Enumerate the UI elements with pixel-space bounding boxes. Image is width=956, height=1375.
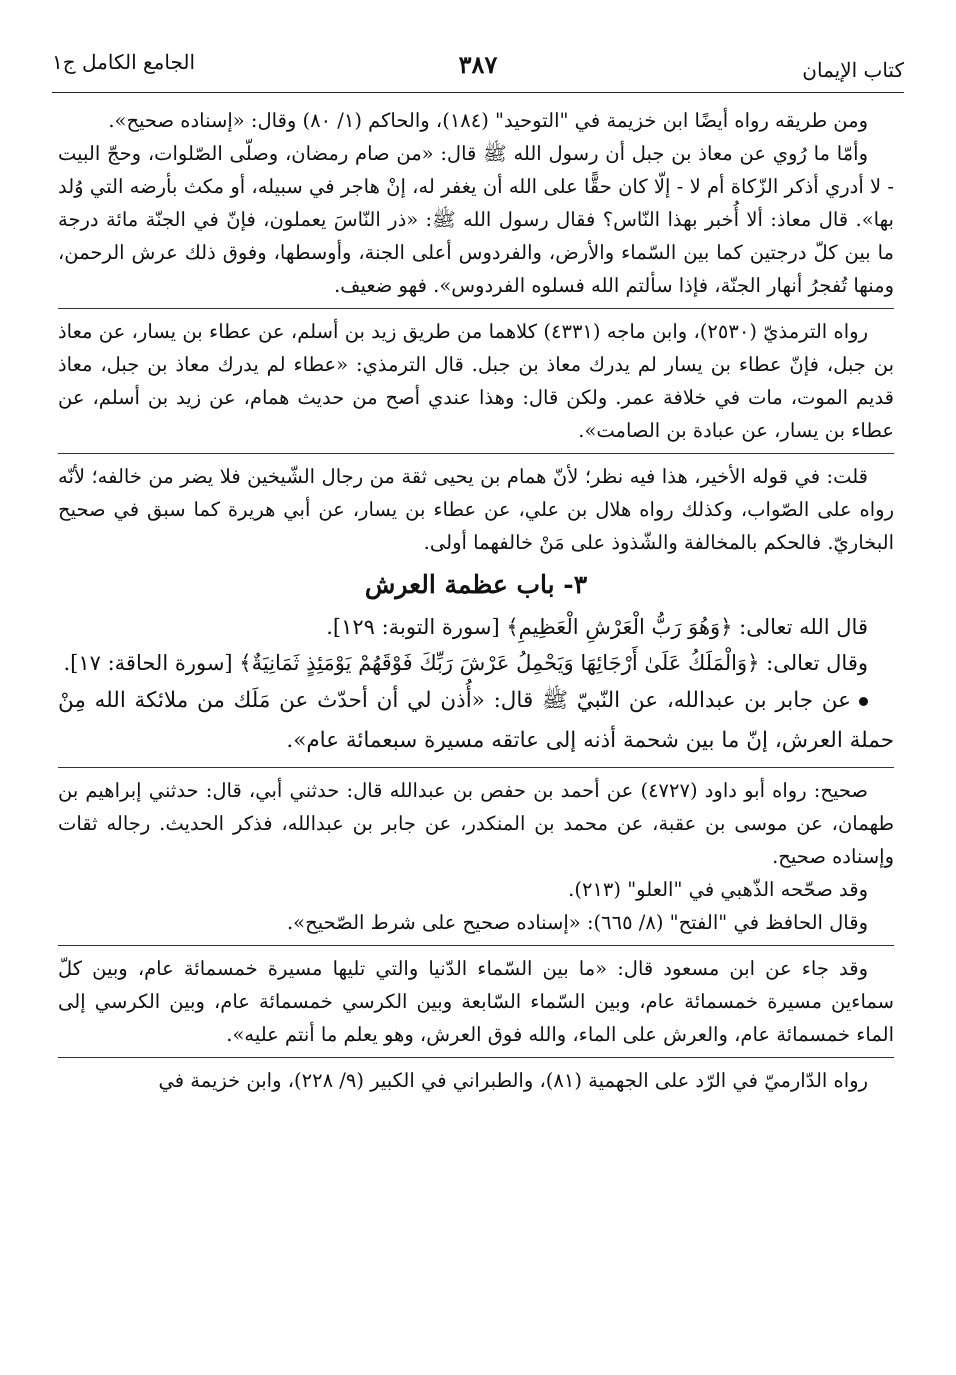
header-rule — [52, 92, 904, 93]
book-title: الجامع الكامل ج١ — [52, 50, 196, 74]
page-body — [58, 104, 894, 1097]
paragraph-divider — [58, 1057, 894, 1058]
book-section-title: كتاب الإيمان — [802, 58, 904, 82]
chapter-title: ٣- باب عظمة العرش — [364, 570, 588, 599]
paragraph: وأمّا ما رُوي عن معاذ بن جبل أن رسول الله ﷺ قال: «من صام رمضان، وصلّى الصّلوات، وحجّ البيت - لا أدري أذكر الزّكاة أم لا - إلّا كان حقًّا على الله أن يغفر له، إنْ هاجر في سبيله، أو مكث بأرضه التي وُلد بها». قال معاذ: ألا أُخبر بهذا النّاس؟ فقال رسول الله ﷺ: «ذر النّاسَ يعملون، فإنّ في الجنّة مائة درجة ما بين كلّ درجتين كما بين السّماء والأرض، والفردوس أعلى الجنة، وأوسطها، وفوق ذلك عرش الرحمن، ومنها تُفجرُ أنهار الجنّة، فإذا سألتم الله فسلوه الفردوس». فهو ضعيف. — [58, 142, 894, 297]
quran-verse: قال الله تعالى: ﴿وَهُوَ رَبُّ الْعَرْشِ الْعَظِيمِ﴾ [سورة التوبة: ١٢٩]. — [326, 615, 868, 639]
hadith-text — [58, 681, 894, 761]
paragraph-divider — [58, 453, 894, 454]
paragraph: رواه الدّارميّ في الرّد على الجهمية (٨١)، والطبراني في الكبير (٩/ ٢٢٨)، وابن خزيمة في — [158, 1069, 868, 1092]
paragraph: وقد صحّحه الذّهبي في "العلو" (٢١٣). — [568, 878, 868, 901]
page-header — [52, 44, 904, 88]
paragraph: ومن طريقه رواه أيضًا ابن خزيمة في "التوحيد" (١٨٤)، والحاكم (١/ ٨٠) وقال: «إسناده صحيح». — [108, 109, 868, 132]
paragraph-divider — [58, 945, 894, 946]
quran-verse: وقال تعالى: ﴿وَالْمَلَكُ عَلَىٰ أَرْجَائِهَا وَيَحْمِلُ عَرْشَ رَبِّكَ فَوْقَهُمْ يَوْمَئِذٍ ثَمَانِيَةٌ﴾ [سورة الحاقة: ١٧]. — [63, 651, 868, 675]
paragraph: وقال الحافظ في "الفتح" (٨/ ٦٦٥): «إسناده صحيح على شرط الصّحيح». — [286, 911, 868, 934]
paragraph: صحيح: رواه أبو داود (٤٧٢٧) عن أحمد بن حفص بن عبدالله قال: حدثني أبي، قال: حدثني إبراهيم بن طهمان، عن موسى بن عقبة، عن محمد بن المنكدر، عن جابر بن عبدالله، فذكر الحديث. رجاله ثقات وإسناده صحيح. — [58, 779, 894, 868]
paragraph: قلت: في قوله الأخير، هذا فيه نظر؛ لأنّ همام بن يحيى ثقة من رجال الشّيخين فلا يضر من خالفه؛ لأنّه رواه على الصّواب، وكذلك رواه هلال بن علي، عن عطاء بن يسار، عن أبي هريرة كما سبق في صحيح البخاريّ. فالحكم بالمخالفة والشّذوذ على مَنْ خالفهما أولى. — [58, 465, 894, 554]
page-number: ٣٨٧ — [458, 50, 498, 79]
paragraph-divider — [58, 767, 894, 768]
hadith-body: عن جابر بن عبدالله، عن النّبيّ ﷺ قال: «أُذن لي أن أحدّث عن مَلَك من ملائكة الله مِنْ حملة العرش، إنّ ما بين شحمة أذنه إلى عاتقه مسيرة سبعمائة عام». — [58, 688, 894, 753]
bullet-icon — [859, 697, 868, 706]
paragraph: رواه الترمذيّ (٢٥٣٠)، وابن ماجه (٤٣٣١) كلاهما من طريق زيد بن أسلم، عن عطاء بن يسار، عن معاذ بن جبل، فإنّ عطاء بن يسار لم يدرك معاذ بن جبل. قال الترمذي: «عطاء لم يدرك معاذ بن جبل، معاذ قديم الموت، مات في خلافة عمر. ولكن قال: وهذا عندي أصح من حديث همام، عن زيد بن أسلم، عن عطاء بن يسار، عن عبادة بن الصامت». — [58, 320, 894, 442]
paragraph-divider — [58, 308, 894, 309]
paragraph: وقد جاء عن ابن مسعود قال: «ما بين السّماء الدّنيا والتي تليها مسيرة خمسمائة عام، وبين كلّ سماءين مسيرة خمسمائة عام، وبين السّماء السّابعة وبين الكرسي خمسمائة عام، وبين الكرسي إلى الماء خمسمائة عام، والعرش على الماء، والله فوق العرش، وهو يعلم ما أنتم عليه». — [58, 957, 894, 1046]
